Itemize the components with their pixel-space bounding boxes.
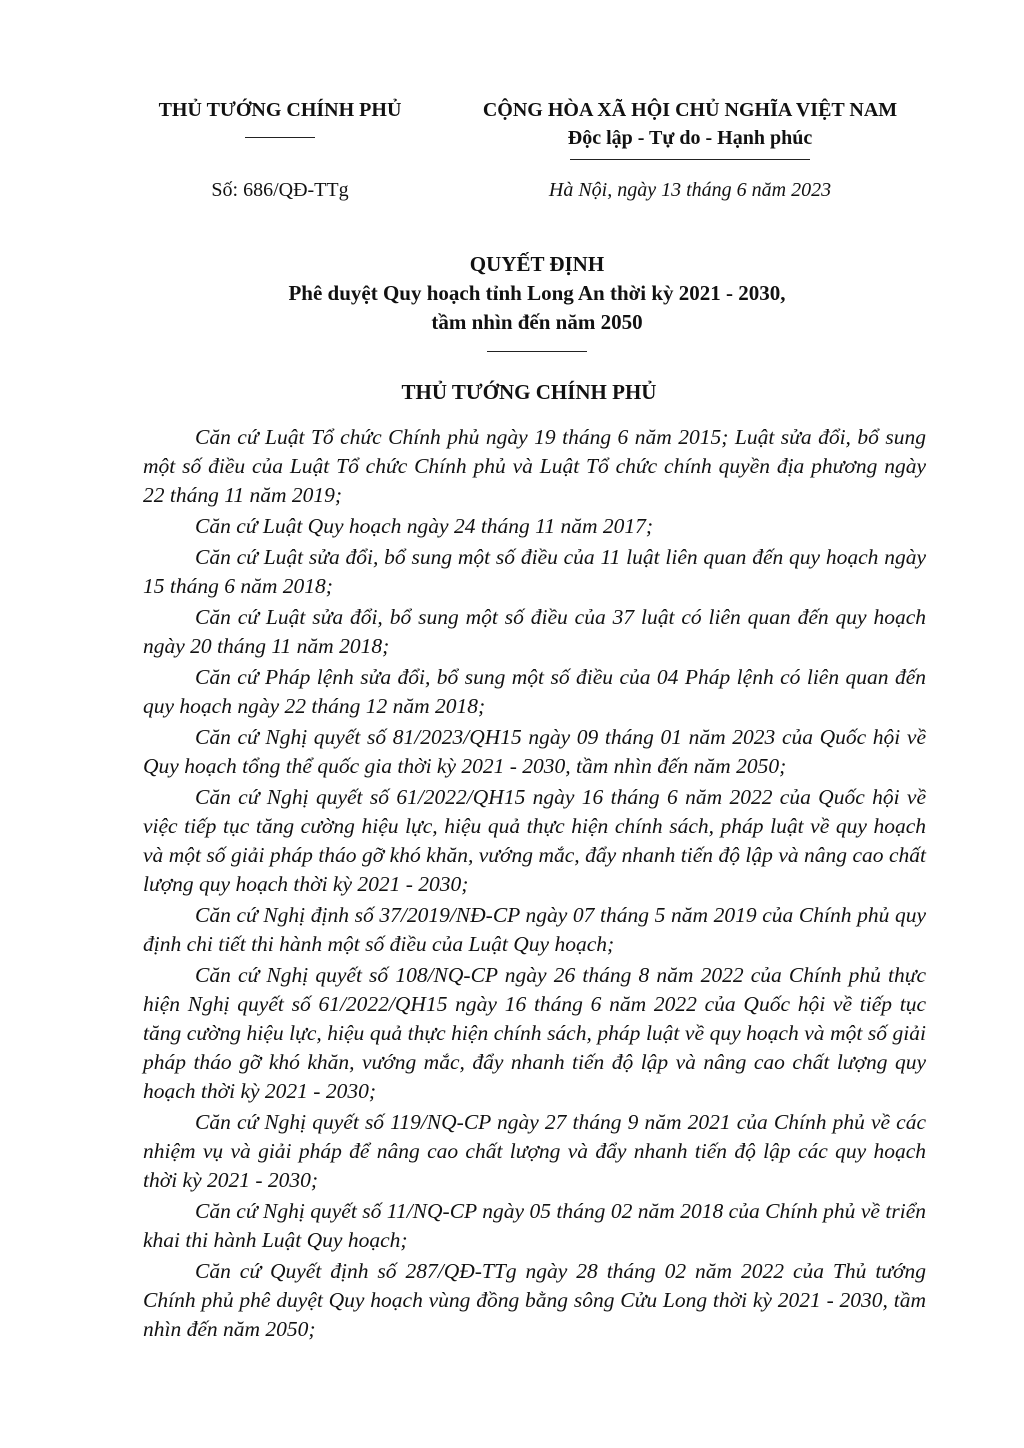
document-type: QUYẾT ĐỊNH [469, 252, 605, 276]
agency-underline [245, 137, 315, 138]
issuing-authority: THỦ TƯỚNG CHÍNH PHỦ [401, 380, 657, 404]
legal-basis-paragraph: Căn cứ Nghị quyết số 11/NQ-CP ngày 05 tháng 02 năm 2018 của Chính phủ về triển khai thi hành Luật Quy hoạch; [143, 1199, 926, 1252]
legal-basis-paragraph: Căn cứ Luật Tổ chức Chính phủ ngày 19 tháng 6 năm 2015; Luật sửa đổi, bổ sung một số điều của Luật Tổ chức Chính phủ và Luật Tổ chức chính quyền địa phương ngày 22 tháng 11 năm 2019; [143, 425, 926, 507]
issuing-agency: THỦ TƯỚNG CHÍNH PHỦ [158, 99, 402, 121]
issuing-agency-block [120, 97, 440, 138]
national-motto: Độc lập - Tự do - Hạnh phúc [567, 127, 813, 149]
legal-basis-paragraph: Căn cứ Pháp lệnh sửa đổi, bổ sung một số điều của 04 Pháp lệnh có liên quan đến quy hoạch ngày 22 tháng 12 năm 2018; [143, 665, 926, 718]
legal-basis-paragraph: Căn cứ Quyết định số 287/QĐ-TTg ngày 28 tháng 02 năm 2022 của Thủ tướng Chính phủ phê duyệt Quy hoạch vùng đồng bằng sông Cửu Long thời kỳ 2021 - 2030, tầm nhìn đến năm 2050; [143, 1259, 926, 1341]
document-number: Số: 686/QĐ-TTg [211, 179, 349, 201]
document-dateline: Hà Nội, ngày 13 tháng 6 năm 2023 [548, 179, 832, 201]
document-title-block [0, 249, 1024, 352]
legal-basis-paragraph: Căn cứ Luật sửa đổi, bổ sung một số điều của 37 luật có liên quan đến quy hoạch ngày 20 tháng 11 năm 2018; [143, 605, 926, 658]
national-title: CỘNG HÒA XÃ HỘI CHỦ NGHĨA VIỆT NAM [482, 99, 898, 121]
legal-basis-paragraph: Căn cứ Nghị quyết số 119/NQ-CP ngày 27 tháng 9 năm 2021 của Chính phủ về các nhiệm vụ và giải pháp để nâng cao chất lượng và đẩy nhanh tiến độ lập các quy hoạch thời kỳ 2021 - 2030; [143, 1110, 926, 1192]
legal-basis-paragraph: Căn cứ Luật Quy hoạch ngày 24 tháng 11 năm 2017; [195, 514, 654, 538]
legal-basis-paragraph: Căn cứ Nghị quyết số 61/2022/QH15 ngày 16 tháng 6 năm 2022 của Quốc hội về việc tiếp tục tăng cường hiệu lực, hiệu quả thực hiện chính sách, pháp luật về quy hoạch và một số giải pháp tháo gỡ khó khăn, vướng mắc, đẩy nhanh tiến độ lập và nâng cao chất lượng quy hoạch thời kỳ 2021 - 2030; [143, 785, 926, 896]
document-subject-line-2: tầm nhìn đến năm 2050 [431, 310, 643, 334]
legal-basis-paragraph: Căn cứ Nghị định số 37/2019/NĐ-CP ngày 07 tháng 5 năm 2019 của Chính phủ quy định chi tiết thi hành một số điều của Luật Quy hoạch; [143, 903, 926, 956]
title-underline [487, 351, 587, 352]
legal-basis-paragraph: Căn cứ Nghị quyết số 108/NQ-CP ngày 26 tháng 8 năm 2022 của Chính phủ thực hiện Nghị quyết số 61/2022/QH15 ngày 16 tháng 6 năm 2022 của Quốc hội về tiếp tục tăng cường hiệu lực, hiệu quả thực hiện chính sách, pháp luật về quy hoạch và một số giải pháp tháo gỡ khó khăn, vướng mắc, đẩy nhanh tiến độ lập và nâng cao chất lượng quy hoạch thời kỳ 2021 - 2030; [143, 963, 926, 1103]
legal-basis-paragraph: Căn cứ Luật sửa đổi, bổ sung một số điều của 11 luật liên quan đến quy hoạch ngày 15 tháng 6 năm 2018; [143, 545, 926, 598]
legal-basis-paragraph: Căn cứ Nghị quyết số 81/2023/QH15 ngày 09 tháng 01 năm 2023 của Quốc hội về Quy hoạch tổng thể quốc gia thời kỳ 2021 - 2030, tầm nhìn đến năm 2050; [143, 725, 926, 778]
document-subject-line-1: Phê duyệt Quy hoạch tỉnh Long An thời kỳ 2021 - 2030, [288, 281, 786, 305]
legal-bases [143, 423, 926, 1346]
national-heading-block [430, 97, 950, 160]
motto-underline [570, 159, 810, 160]
